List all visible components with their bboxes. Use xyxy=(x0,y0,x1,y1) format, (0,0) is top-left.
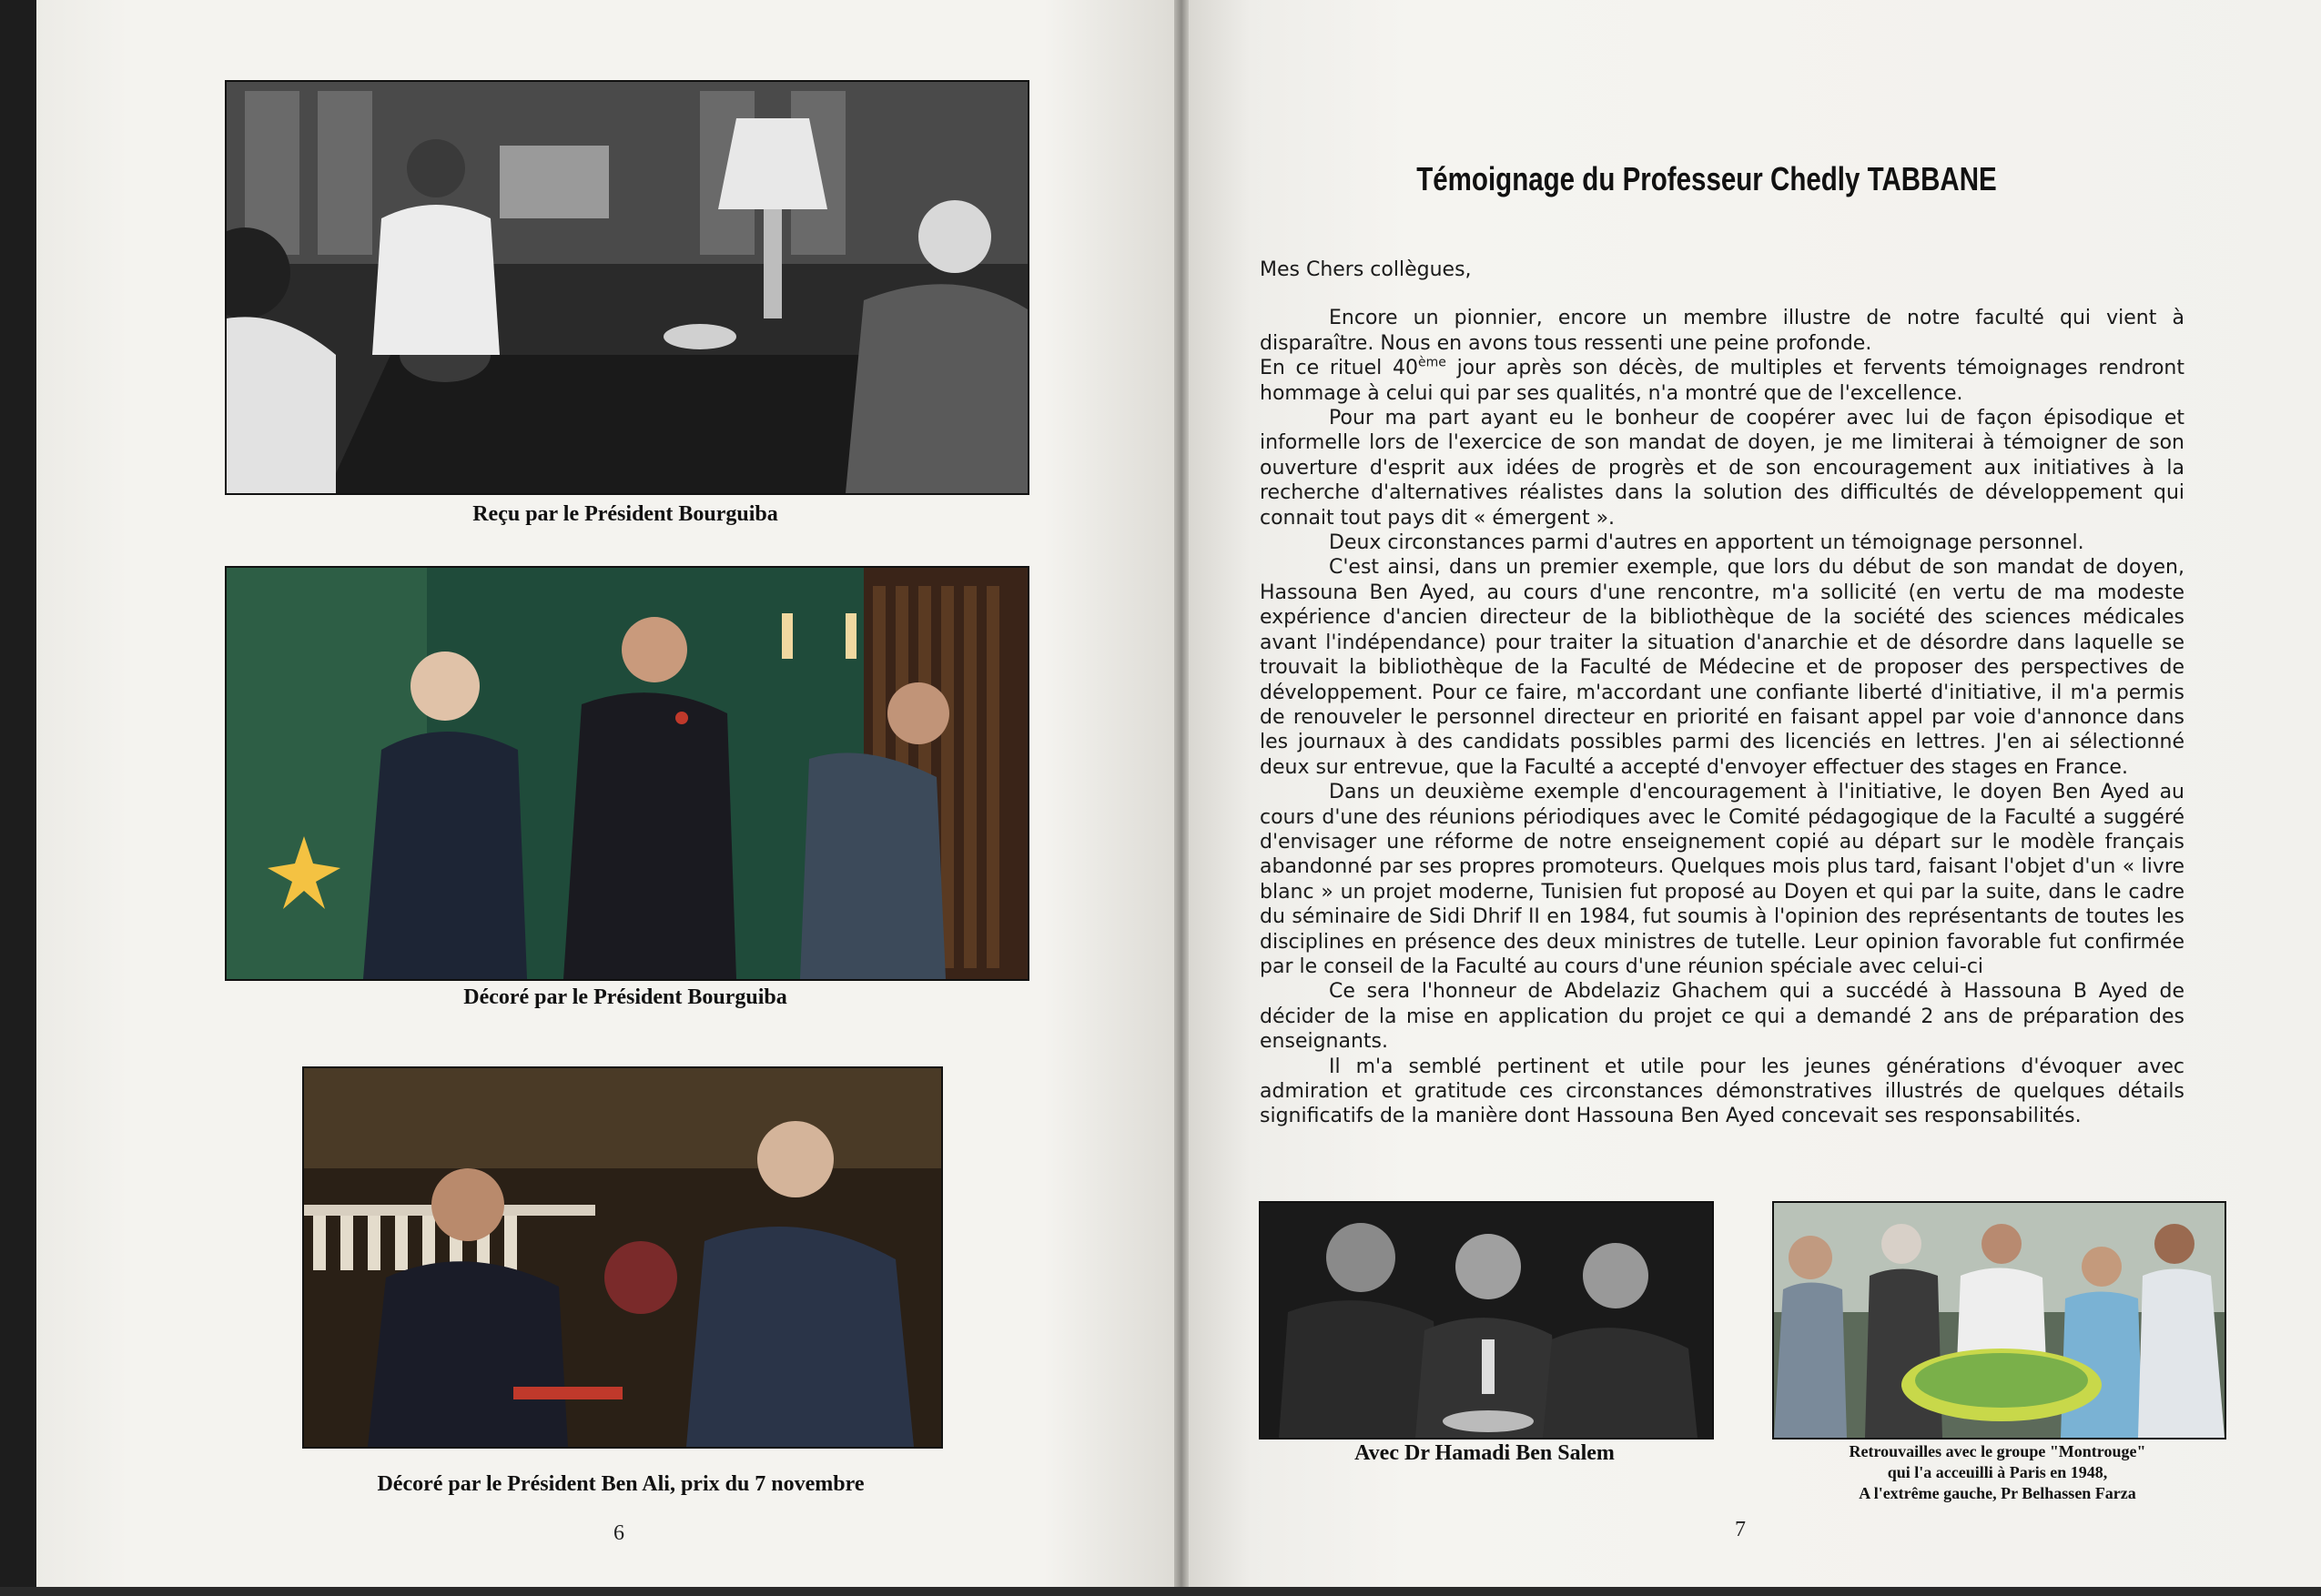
scan-edge xyxy=(0,0,36,1596)
page-number-right: 7 xyxy=(1735,1518,1746,1541)
photo-ben-salem xyxy=(1259,1201,1714,1439)
page-title: Témoignage du Professeur Chedly TABBANE xyxy=(1416,160,1997,197)
photo-benali-decoration xyxy=(302,1066,943,1449)
paragraph-1: Encore un pionnier, encore un membre illustre de notre faculté qui vient à disparaître. Nous en avons tous ressenti une peine profonde. xyxy=(1260,307,2184,355)
photo-caption-2: Décoré par le Président Bourguiba xyxy=(463,985,787,1009)
paragraph-7: Ce sera l'honneur de Abdelaziz Ghachem qui a succédé à Hassouna B Ayed de décider de la mise en application du projet ce qui a demandé 2 ans de préparation des enseignants. xyxy=(1260,980,2184,1054)
scan-bottom-edge xyxy=(0,1587,2321,1596)
photo-bourguiba-decoration xyxy=(225,566,1029,981)
paragraph-8: Il m'a semblé pertinent et utile pour les jeunes générations d'évoquer avec admiration et gratitude ces circonstances démonstratives illustrés de quelques détails significatifs de la manière dont Hassouna Ben Ayed concevait ses responsabilités. xyxy=(1260,1055,2184,1128)
paragraph-2: En ce rituel 40ème jour après son décès, de multiples et fervents témoignages rendront hommage à celui qui par ses qualités, n'a montré que de l'excellence. xyxy=(1260,355,2184,405)
photo-montrouge-group xyxy=(1772,1201,2226,1439)
paragraph-5: C'est ainsi, dans un premier exemple, que lors du début de son mandat de doyen, Hassouna Ben Ayed, au cours d'une rencontre, m'a sollicité (en vertu de ma modeste expérience d'ancien directeur de la bibliothèque de la société des sciences médicales avant l'indépendance) pour traiter la situation d'anarchie et de désordre dans laquelle se trouvait la bibliothèque de la Faculté de Médecine et de proposer des perspectives de développement. Pour ce faire, m'accordant une confiante liberté d'initiative, il m'a permis de renouveler le personnel directeur en priorité en faisant appel par voie d'annonce dans les journaux à des candidats possibles parmi des licenciés en lettres. J'en ai sélectionné deux sur entrevue, que la Faculté a accepté d'envoyer effectuer des stages en France. xyxy=(1260,556,2184,779)
book-gutter xyxy=(1174,0,1189,1596)
photo-bourguiba-reception xyxy=(225,80,1029,495)
testimony-text xyxy=(1260,258,2184,1129)
salutation: Mes Chers collègues, xyxy=(1260,258,1472,281)
photo-caption-montrouge: Retrouvailles avec le groupe "Montrouge" qui l'a acceuilli à Paris en 1948, A l'extrême gauche, Pr Belhassen Farza xyxy=(1849,1442,2146,1502)
paragraph-6: Dans un deuxième exemple d'encouragement à l'initiative, le doyen Ben Ayed au cours d'une des réunions périodiques avec le Comité pédagogique de la Faculté a suggéré d'envisager une réforme de notre enseignement copié au départ sur le modèle français abandonné par ses propres promoteurs. Quelques mois plus tard, faisant l'objet d'un « livre blanc » un projet moderne, Tunisien fut proposé au Doyen et qui par la suite, dans le cadre du séminaire de Sidi Dhrif II en 1984, fut soumis à l'opinion des représentants de toutes les disciplines en présence des deux ministres de tutelle. Leur opinion favorable fut confirmée par le conseil de la Faculté au cours d'une réunion spéciale avec celui-ci xyxy=(1260,781,2184,978)
photo-caption-3: Décoré par le Président Ben Ali, prix du 7 novembre xyxy=(377,1472,865,1496)
photo-caption-ben-salem: Avec Dr Hamadi Ben Salem xyxy=(1354,1441,1615,1465)
paragraph-3: Pour ma part ayant eu le bonheur de coopérer avec lui de façon épisodique et informelle lors de l'exercice de son mandat de doyen, je me limiterai à témoigner de son ouverture d'esprit aux idées de progrès et de son encouragement aux initiatives à la recherche d'alternatives réalistes dans la solution des difficultés de développement qui connait tout pays dit « émergent ». xyxy=(1260,407,2184,530)
photo-caption-1: Reçu par le Président Bourguiba xyxy=(472,502,778,526)
paragraph-4: Deux circonstances parmi d'autres en apportent un témoignage personnel. xyxy=(1329,531,2084,555)
page-number-left: 6 xyxy=(613,1521,624,1545)
